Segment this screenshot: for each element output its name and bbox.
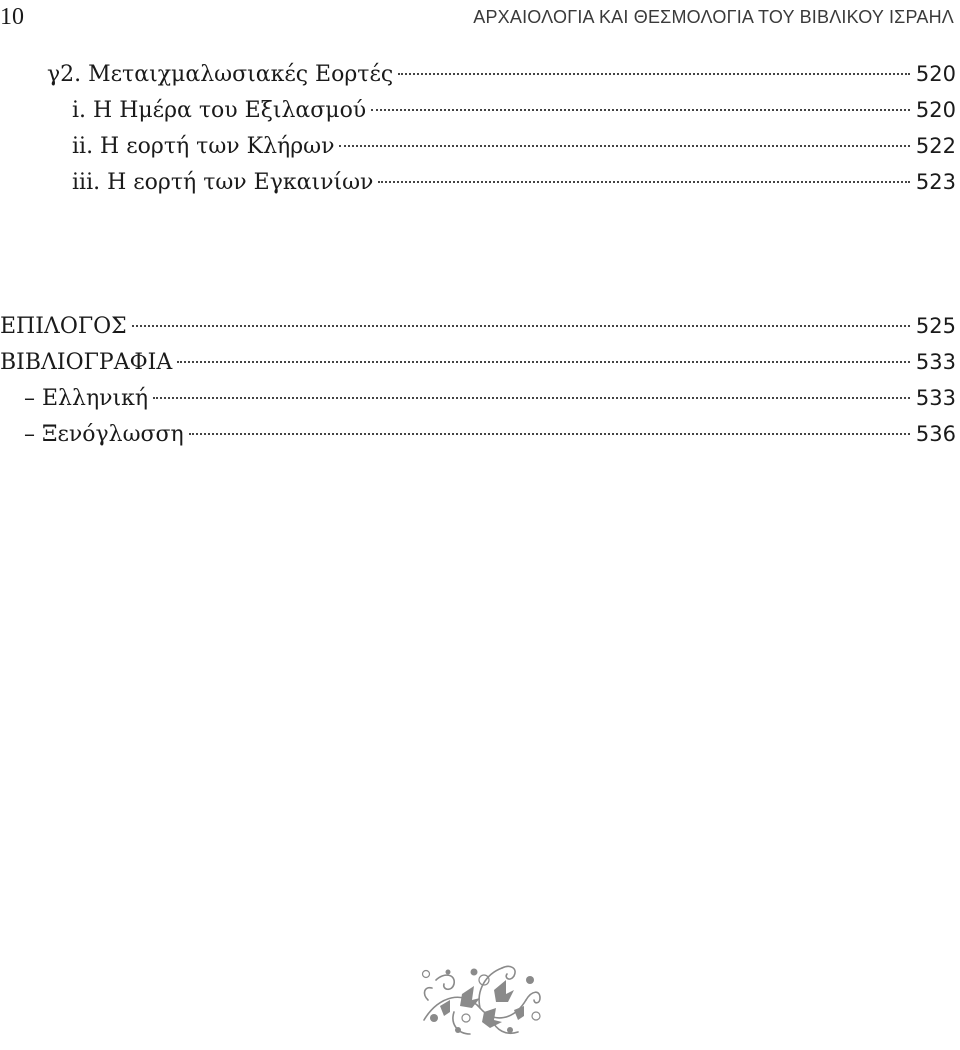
toc-entry-label: – Ελληνική — [24, 386, 149, 411]
toc-entry-label: γ2. Μεταιχμαλωσιακές Εορτές — [47, 62, 394, 87]
toc-entry-page: 525 — [915, 314, 956, 338]
toc-entry — [0, 308, 956, 344]
toc-entry-label: iii. Η εορτή των Εγκαινίων — [72, 170, 374, 195]
toc-entry-page: 520 — [915, 98, 956, 122]
toc-entry-label: ΕΠΙΛΟΓΟΣ — [0, 314, 127, 339]
toc-entry-label: i. Η Ημέρα του Εξιλασμού — [72, 98, 367, 123]
dot-leader — [371, 109, 910, 111]
toc-entry — [0, 416, 956, 452]
dot-leader — [153, 397, 910, 399]
toc-entry — [0, 380, 956, 416]
toc-entry — [0, 128, 956, 164]
toc-entry-label: – Ξενόγλωσση — [24, 422, 184, 447]
toc-entry — [0, 164, 956, 200]
toc-entry — [0, 344, 956, 380]
running-header — [0, 2, 960, 32]
toc-entry — [0, 56, 956, 92]
running-title: ΑΡΧΑΙΟΛΟΓΙΑ ΚΑΙ ΘΕΣΜΟΛΟΓΙΑ ΤΟΥ ΒΙΒΛΙΚΟΥ ΙΣΡΑΗΛ — [473, 7, 954, 27]
dot-leader — [189, 433, 910, 435]
toc-back-matter — [0, 308, 956, 452]
toc-entry-page: 533 — [915, 350, 956, 374]
dot-leader — [177, 361, 910, 363]
toc-entry-page: 520 — [915, 62, 956, 86]
dot-leader — [378, 181, 909, 183]
toc-entry-page: 536 — [915, 422, 956, 446]
dot-leader — [132, 325, 910, 327]
page-number: 10 — [0, 4, 24, 30]
toc-entry — [0, 92, 956, 128]
toc-entry-label: ii. Η εορτή των Κλήρων — [72, 134, 335, 159]
toc-entry-page: 522 — [915, 134, 956, 158]
toc-entry-page: 533 — [915, 386, 956, 410]
dot-leader — [339, 145, 909, 147]
dot-leader — [398, 73, 910, 75]
toc-entry-page: 523 — [915, 170, 956, 194]
floral-vignette-icon — [414, 950, 548, 1042]
toc-section-festivals — [0, 56, 956, 200]
toc-entry-label: ΒΙΒΛΙΟΓΡΑΦΙΑ — [0, 350, 173, 375]
